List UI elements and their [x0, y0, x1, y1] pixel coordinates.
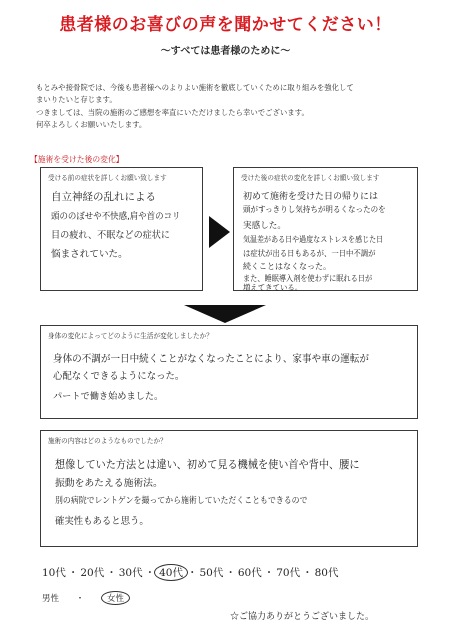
age-option: 30代 — [118, 567, 143, 579]
treatment-content-label: 施術の内容はどのようなものでしたか？ — [48, 437, 167, 445]
gender-separator: ・ — [75, 594, 85, 604]
before-symptoms-box — [40, 167, 203, 291]
age-option: 60代 — [237, 567, 262, 579]
handwritten-answer-line: 気温差がある日や過度なストレスを感じた日 — [243, 235, 384, 244]
intro-line: 何卒よろしくお願いいたします。 — [36, 119, 147, 129]
handwritten-answer-line: 実感した。 — [243, 221, 286, 231]
age-separator: ・ — [302, 567, 313, 579]
thanks-note: ☆ご協力ありがとうございました。 — [230, 612, 375, 622]
age-separator: ・ — [67, 567, 79, 579]
handwritten-answer-line: 増えてきている。 — [243, 283, 303, 292]
page-subtitle: ～すべては患者様のために～ — [160, 46, 291, 57]
age-separator: ・ — [144, 567, 156, 579]
age-option: 50代 — [199, 567, 224, 579]
after-changes-label: 受けた後の症状の変化を詳しくお願い致します — [241, 174, 380, 182]
intro-line: まいりたいと存じます。 — [36, 95, 117, 105]
handwritten-answer-line: 確実性もあると思う。 — [55, 516, 149, 527]
down-arrow-icon — [183, 304, 267, 324]
section-heading: 【施術を受けた後の変化】 — [30, 155, 124, 164]
handwritten-answer-line: は症状が出る日もあるが、一日中不調が — [243, 249, 376, 258]
handwritten-answer-line: 心配なくできるようになった。 — [53, 371, 185, 382]
age-option: 20代 — [80, 567, 105, 579]
page-title: 患者様のお喜びの声を聞かせてください！ — [59, 15, 392, 35]
age-option: 80代 — [314, 567, 339, 579]
age-separator: ・ — [187, 567, 198, 579]
gender-option: 男性 — [42, 594, 60, 604]
gender-selection — [42, 592, 130, 604]
handwritten-answer-line: 続くことはなくなった。 — [243, 262, 331, 271]
age-separator: ・ — [263, 567, 275, 579]
life-changes-label: 身体の変化によってどのように生活が変化しましたか？ — [48, 332, 213, 340]
right-arrow-icon — [206, 215, 232, 249]
handwritten-answer-line: 想像していた方法とは違い、初めて見る機械を使い首や背中、腰に — [55, 458, 360, 471]
handwritten-answer-line: パートで働き始めました。 — [53, 391, 164, 402]
intro-paragraph — [36, 82, 426, 131]
handwritten-answer-line: また、睡眠導入剤を使わずに眠れる日が — [243, 274, 373, 283]
handwritten-answer-line: 頭ののぼせや不快感,肩や首のコリ — [51, 211, 181, 222]
handwritten-answer-line: 振動をあたえる施術法。 — [55, 478, 163, 489]
life-changes-box — [40, 325, 418, 419]
intro-line: つきましては、当院の施術のご感想を率直にいただけましたら幸いでございます。 — [36, 107, 309, 117]
handwritten-answer-line: 目の疲れ、不眠などの症状に — [51, 230, 171, 241]
handwritten-answer-line: 自立神経の乱れによる — [51, 191, 156, 203]
age-selection — [42, 565, 412, 580]
before-symptoms-label: 受ける前の症状を詳しくお願い致します — [48, 174, 167, 182]
after-changes-box — [233, 167, 418, 291]
handwritten-answer-line: 悩まされていた。 — [51, 249, 128, 260]
age-separator: ・ — [225, 567, 236, 579]
gender-option-selected: 女性 — [101, 591, 130, 605]
age-option: 10代 — [42, 567, 66, 579]
handwritten-answer-line: 頭がすっきりし気持ちが明るくなったのを — [243, 204, 386, 214]
handwritten-answer-line: 別の病院でレントゲンを撮ってから施術していただくこともできるので — [55, 496, 308, 506]
age-option-selected: 40代 — [154, 564, 188, 581]
age-separator: ・ — [106, 567, 117, 579]
handwritten-answer-line: 身体の不調が一日中続くことがなくなったことにより、家事や車の運転が — [53, 354, 370, 365]
treatment-content-box — [40, 430, 418, 547]
intro-line: もとみや接骨院では、今後も患者様へのよりよい施術を徹底していくために取り組みを強化して — [36, 83, 354, 92]
handwritten-answer-line: 初めて施術を受けた日の帰りには — [243, 192, 379, 202]
age-option: 70代 — [276, 567, 301, 579]
